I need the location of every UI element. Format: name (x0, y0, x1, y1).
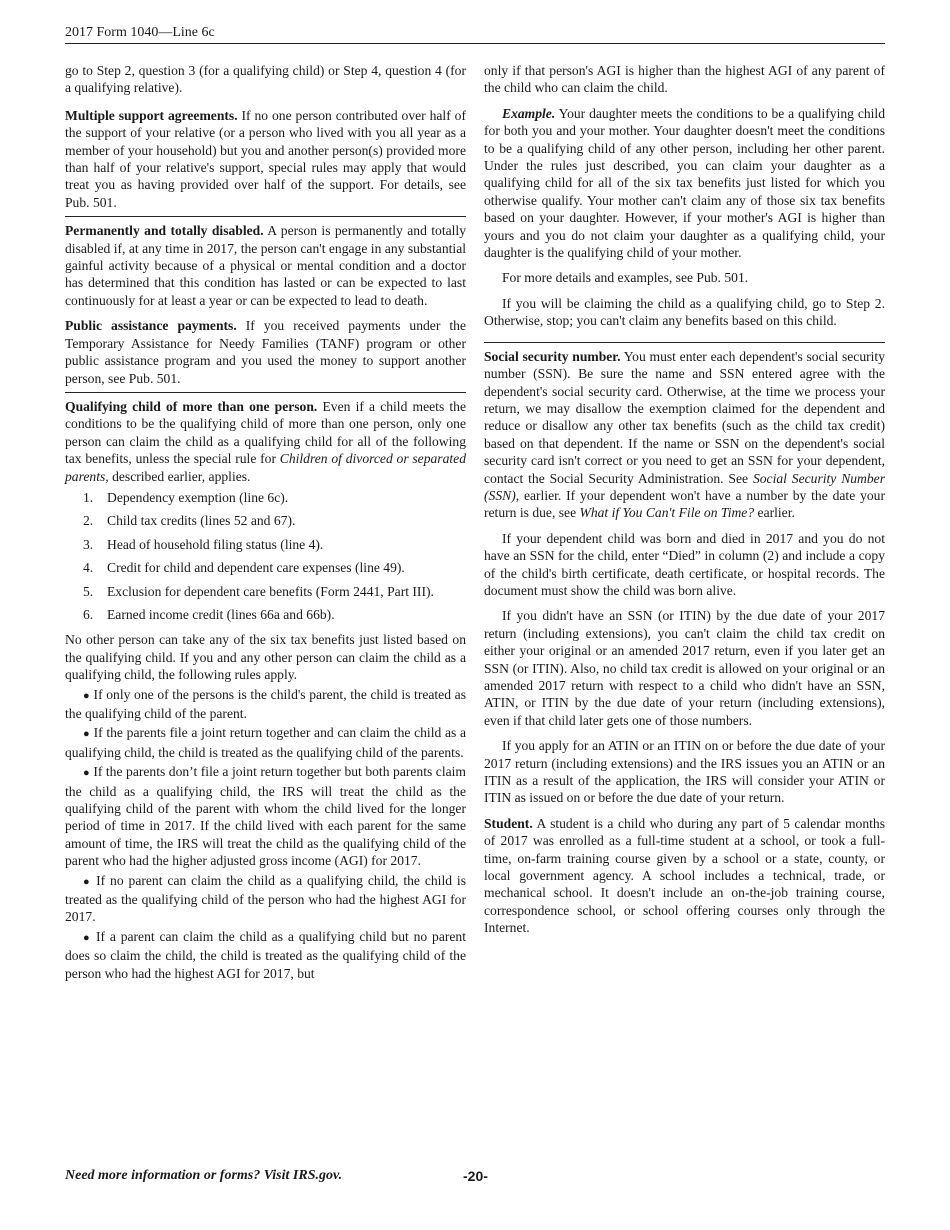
ssn-heading: Social security number. (484, 348, 621, 364)
rule-bullet: ● If a parent can claim the child as a qualifying child but no parent does so claim the child, the child is treated as the qualifying child of the person who had the highest AGI for 2017, but (65, 928, 467, 981)
ssn-italic-ref: Social Security Number (SSN) (484, 470, 885, 503)
qualifying-child-section (65, 398, 466, 485)
public-assistance-section (65, 317, 466, 387)
page-header: 2017 Form 1040—Line 6c (65, 25, 215, 40)
student-heading: Student. (484, 815, 533, 831)
continuation-paragraph: only if that person's AGI is higher than the highest AGI of any parent of the child who can claim the child. (484, 63, 885, 96)
example-paragraph (484, 105, 885, 262)
ssn-text-end: earlier. (757, 505, 795, 521)
qualifying-child-italic-ref: Children of divorced or separated parents, (65, 451, 467, 484)
bullet-icon: ● (83, 875, 92, 888)
bullet-icon: ● (83, 767, 90, 780)
multiple-support-text: If no one person contributed over half of the support of your relative (or a person who lived with you all year as a member of your household) but you and another person(s) provided more than half of your relative's support, special rules may apply that would treat you as having provided over half of the support. For details, see Pub. 501. (65, 107, 466, 210)
left-column (65, 62, 466, 984)
no-other-person-paragraph: No other person can take any of the six tax benefits just listed based on the qualifying child. If you and any other person can claim the child as a qualifying child, the following rules apply. (65, 632, 466, 683)
list-item: 1. Dependency exemption (line 6c). (83, 489, 289, 505)
section-divider (484, 342, 885, 343)
multiple-support-heading: Multiple support agreements. (65, 107, 238, 123)
qualifying-child-heading: Qualifying child of more than one person. (65, 398, 318, 414)
rule-bullet: ● If no parent can claim the child as a qualifying child, the child is treated as the qualifying child of the person who had the highest AGI for 2017. (65, 872, 466, 925)
student-text: A student is a child who during any part of 5 calendar months of 2017 was enrolled as a full-time student at a school, or took a full-time, on-farm training course given by a school or a state, county, or local government agency. A school includes a technical, trade, or mechanical school. It doesn't include an on-the-job training course, correspondence school, or school offering courses only through the Internet. (484, 815, 885, 936)
permanently-disabled-text: A person is permanently and totally disabled if, at any time in 2017, the person can't engage in any substantial gainful activity because of a physical or mental condition and a doctor has determined that this condition has lasted or can be expected to last continuously for at least a year or can be expected to lead to death. (65, 223, 467, 308)
page-number: -20- (463, 1168, 488, 1184)
public-assistance-text: If you received payments under the Temporary Assistance for Needy Families (TANF) program or other public assistance program and you used the money to support another person, see Pub. 501. (65, 318, 466, 386)
footer-help-text: Need more information or forms? Visit IRS.gov. (65, 1168, 343, 1183)
permanently-disabled-section (65, 222, 466, 309)
rule-bullet: ● If the parents don’t file a joint return together but both parents claim the child as a qualifying child, the IRS will treat the child as the qualifying child of the parent with whom the child lived for the longer period of time in 2017. If the child lived with each parent for the same amount of time, the IRS will treat the child as the qualifying child of the parent who had the higher adjusted gross income (AGI) for 2017. (65, 764, 466, 869)
public-assistance-heading: Public assistance payments. (65, 318, 237, 334)
died-paragraph: If your dependent child was born and died in 2017 and you do not have an SSN for the child, enter “Died” in column (2) and include a copy of the child's birth certificate, death certificate, or hospital records. The document must show the child was born alive. (484, 530, 885, 598)
header-rule (65, 43, 885, 44)
multiple-support-section (65, 107, 466, 211)
ssn-section (484, 348, 885, 522)
ssn-text-mid: , earlier. If your dependent won't have a number by the date your return is due, see (484, 487, 885, 521)
list-item: 3. Head of household filing status (line 4). (83, 536, 324, 552)
list-item: 2. Child tax credits (lines 52 and 67). (83, 513, 296, 529)
bullet-icon: ● (83, 931, 92, 944)
section-divider (65, 392, 466, 393)
intro-paragraph: go to Step 2, question 3 (for a qualifying child) or Step 4, question 4 (for a qualifying relative). (65, 63, 466, 96)
ssn-italic-ref-2: What if You Can't File on Time? (579, 505, 755, 521)
more-details-paragraph: For more details and examples, see Pub. 501. (502, 270, 749, 286)
example-text: Your daughter meets the conditions to be a qualifying child for both you and your mother. Your daughter doesn't meet the conditions to be a qualifying child of any other person, including her other parent. Under the rules just described, you can claim your daughter as a qualifying child for all of the six tax benefits just listed for which you otherwise qualify. Your mother can't claim any of those six tax benefits based on your daughter. However, if your mother's AGI is higher than yours and you do not claim your daughter as a qualifying child, your daughter is the qualifying child of your mother. (484, 105, 885, 261)
ssn-text: You must enter each dependent's social security number (SSN). Be sure the name and SSN entered agree with the dependent's social security card. Otherwise, at the time we process your return, we may disallow the exemption claimed for the dependent and reduce or disallow any other tax benefits (such as the child tax credit) based on that dependent. If the name or SSN on the dependent's social security card isn't correct or you need to get an SSN for your dependent, contact the Social Security Administration. See (484, 348, 885, 486)
qualifying-child-text: Even if a child meets the conditions to be the qualifying child of more than one person, only one person can claim the child as a qualifying child for all of the following tax benefits, unless the special rule for (65, 398, 466, 467)
bullet-icon: ● (83, 728, 90, 741)
list-item: 6. Earned income credit (lines 66a and 66b). (83, 606, 335, 622)
tax-benefits-list (65, 489, 466, 623)
right-column (484, 62, 885, 945)
if-claiming-paragraph: If you will be claiming the child as a qualifying child, go to Step 2. Otherwise, stop; you can't claim any benefits based on this child. (484, 295, 885, 329)
student-section (484, 815, 885, 937)
list-item: 5. Exclusion for dependent care benefits (Form 2441, Part III). (83, 583, 434, 599)
section-divider (65, 216, 466, 217)
example-label: Example. (502, 105, 556, 121)
rule-bullet: ● If only one of the persons is the child's parent, the child is treated as the qualifying child of the parent. (65, 686, 466, 721)
list-item: 4. Credit for child and dependent care expenses (line 49). (83, 560, 405, 576)
qualifying-child-text-end: described earlier, applies. (112, 468, 251, 484)
permanently-disabled-heading: Permanently and totally disabled. (65, 223, 264, 239)
atin-paragraph: If you apply for an ATIN or an ITIN on or before the due date of your 2017 return (including extensions) and the IRS issues you an ATIN or an ITIN as a result of the application, the IRS will consider your ATIN or ITIN as issued on or before the due date of your return. (484, 738, 885, 806)
rule-bullet: ● If the parents file a joint return together and can claim the child as a qualifying child, the child is treated as the qualifying child of the parents. (65, 725, 466, 760)
no-ssn-paragraph: If you didn't have an SSN (or ITIN) by the due date of your 2017 return (including extensions), you can't claim the child tax credit on either your original or an amended 2017 return, even if you later get an SSN (or ITIN). Also, no child tax credit is allowed on your original or an amended 2017 return with respect to a child who didn't have an SSN, ATIN, or ITIN by the due date of your return (including extensions), even if that child later gets one of those numbers. (484, 608, 885, 728)
bullet-icon: ● (83, 689, 90, 702)
